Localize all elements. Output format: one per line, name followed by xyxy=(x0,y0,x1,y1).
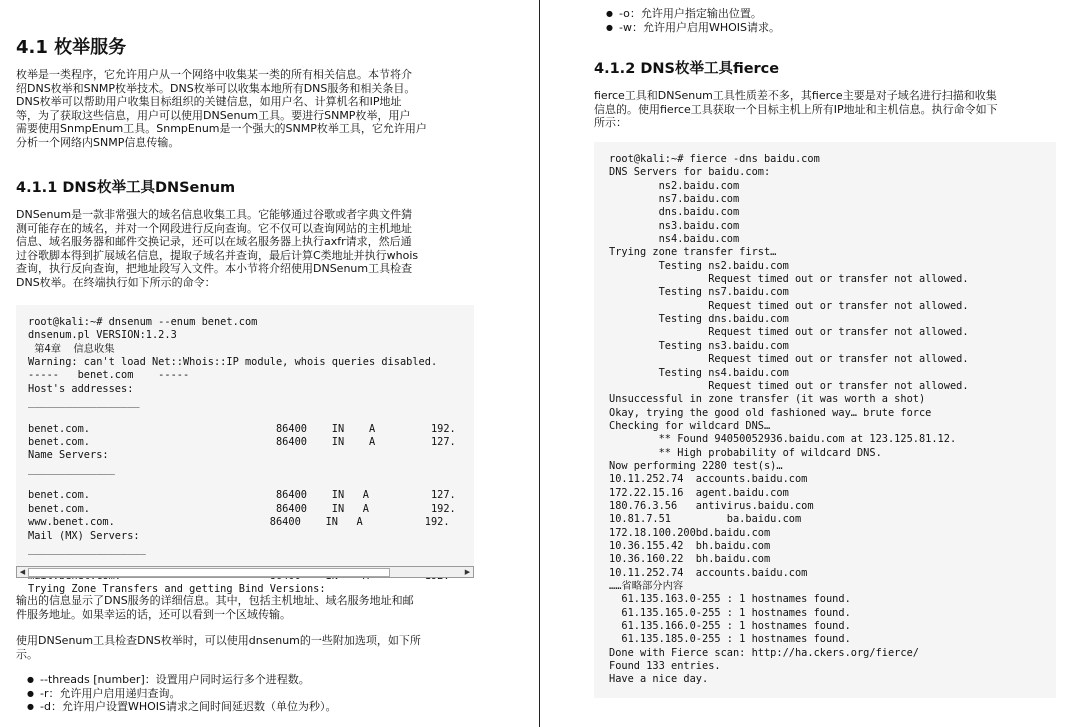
code-line: ns2.baidu.com xyxy=(609,179,740,192)
section-4-1-title: 4.1 枚举服务 xyxy=(16,37,127,58)
code-line: benet.com. 86400 IN A 127. xyxy=(28,436,456,449)
text-line: DNSenum是一款非常强大的域名信息收集工具。它能够通过谷歌或者字典文件猜 xyxy=(16,208,413,221)
code-line: 10.36.155.42 bh.baidu.com xyxy=(609,539,771,552)
code-line: ns3.baidu.com xyxy=(609,219,740,232)
text-line: 查询，执行反向查询，把地址段写入文件。本小节将介绍使用DNSenum工具检查 xyxy=(16,262,413,275)
code-line: Testing dns.baidu.com xyxy=(609,313,789,326)
right-page xyxy=(541,0,1080,727)
code-line: ** Found 94050052936.baidu.com at 123.125.81.12. xyxy=(609,433,957,446)
text-line: 分析一个网络内SNMP信息传输。 xyxy=(16,135,180,149)
list-item: ● -r：允许用户启用递归查询。 xyxy=(26,687,336,701)
fierce-code-block[interactable] xyxy=(594,142,1056,698)
code-line: root@kali:~# dnsenum --enum benet.com xyxy=(28,316,258,328)
code-line: 10.11.252.74 accounts.baidu.com xyxy=(609,566,808,579)
list-item: ● --threads [number]：设置用户同时运行多个进程数。 xyxy=(26,673,336,687)
code-line: Found 133 entries. xyxy=(609,660,721,673)
text-line: 所示： xyxy=(594,116,627,129)
output-paragraph xyxy=(16,594,521,621)
intro-paragraph xyxy=(16,68,521,149)
code-line: __________________ xyxy=(28,396,140,409)
code-line: ……省略部分内容 xyxy=(609,580,684,592)
code-line: Request timed out or transfer not allowed. xyxy=(609,273,969,286)
list-item: ● -w：允许用户启用WHOIS请求。 xyxy=(605,21,780,35)
code-line: 172.18.100.200bd.baidu.com xyxy=(609,526,771,539)
code-line: Name Servers: xyxy=(28,449,109,462)
code-line: Trying Zone Transfers and getting Bind Versions: xyxy=(28,582,326,595)
list-item: ● -d：允许用户设置WHOIS请求之间时间延迟数（单位为秒）。 xyxy=(26,700,336,714)
code-line: ----- benet.com ----- xyxy=(28,369,190,382)
dnsenum-options-list xyxy=(26,673,336,714)
code-line: Have a nice day. xyxy=(609,673,709,686)
left-page xyxy=(0,0,538,727)
dnsenum-paragraph xyxy=(16,208,521,289)
code-line: benet.com. 86400 IN A 192. xyxy=(28,422,456,435)
dnsenum-code-text xyxy=(16,305,474,596)
code-line: Testing ns7.baidu.com xyxy=(609,286,789,299)
code-line: Testing ns4.baidu.com xyxy=(609,366,789,379)
fierce-paragraph xyxy=(594,89,1074,130)
section-4-1-2-title: 4.1.2 DNS枚举工具fierce xyxy=(594,61,780,77)
text-line: 示。 xyxy=(16,647,38,661)
code-line: 10.36.160.22 bh.baidu.com xyxy=(609,553,771,566)
code-line: dnsenum.pl VERSION:1.2.3 xyxy=(28,329,177,342)
scroll-left-arrow-icon[interactable]: ◀ xyxy=(19,568,26,576)
code-line: Testing ns2.baidu.com xyxy=(609,259,789,272)
code-line: dns.baidu.com xyxy=(609,206,740,219)
code-line: ns4.baidu.com xyxy=(609,233,740,246)
scrollbar-thumb[interactable] xyxy=(28,568,390,577)
code-line: Testing ns3.baidu.com xyxy=(609,339,789,352)
page-divider xyxy=(539,0,540,727)
text-line: 件服务地址。如果幸运的话，还可以看到一个区域传输。 xyxy=(16,607,291,621)
section-4-1-1-title: 4.1.1 DNS枚举工具DNSenum xyxy=(16,180,236,196)
dnsenum-code-block[interactable] xyxy=(16,305,474,595)
code-line: Unsuccessful in zone transfer (it was worth a shot) xyxy=(609,393,926,406)
code-line: 61.135.166.0-255 : 1 hostnames found. xyxy=(609,620,851,633)
text-line: 测可能存在的域名，并对一个网段进行反向查询。它不仅可以查询网站的主机地址 xyxy=(16,221,412,235)
code-line: Checking for wildcard DNS… xyxy=(609,419,771,432)
code-line: 10.81.7.51 ba.baidu.com xyxy=(609,513,802,526)
fierce-code-text xyxy=(594,142,1056,687)
code-line: ______________ xyxy=(28,462,115,475)
code-line: Warning: can't load Net::Whois::IP module, whois queries disabled. xyxy=(28,356,438,369)
code-horizontal-scrollbar[interactable] xyxy=(16,566,474,578)
code-line: 10.11.252.74 accounts.baidu.com xyxy=(609,473,808,486)
text-line: 过谷歌脚本得到扩展域名信息，提取子域名并查询，最后计算C类地址并执行whois xyxy=(16,248,419,262)
code-line: benet.com. 86400 IN A 127. xyxy=(28,489,456,502)
text-line: 信息的。使用fierce工具获取一个目标主机上所有IP地址和主机信息。执行命令如下 xyxy=(594,102,998,116)
code-line: ns7.baidu.com xyxy=(609,193,740,206)
code-line: Mail (MX) Servers: xyxy=(28,529,140,542)
text-line: 枚举是一类程序，它允许用户从一个网络中收集某一类的所有相关信息。本节将介 xyxy=(16,68,412,81)
code-line: 61.135.185.0-255 : 1 hostnames found. xyxy=(609,633,851,646)
text-line: DNS枚举。在终端执行如下所示的命令： xyxy=(16,275,216,289)
code-line: Trying zone transfer first… xyxy=(609,246,777,259)
code-line: 61.135.163.0-255 : 1 hostnames found. xyxy=(609,593,851,606)
code-line: 172.22.15.16 agent.baidu.com xyxy=(609,486,789,499)
text-line: fierce工具和DNSenum工具性质差不多，其fierce主要是对子域名进行扫描和收集 xyxy=(594,89,997,102)
text-line: 绍DNS枚举和SNMP枚举技术。DNS枚举可以收集本地所有DNS服务和相关条目。 xyxy=(16,81,416,95)
scroll-right-arrow-icon[interactable]: ▶ xyxy=(464,568,471,576)
code-line: DNS Servers for baidu.com: xyxy=(609,166,771,179)
code-line: 61.135.165.0-255 : 1 hostnames found. xyxy=(609,606,851,619)
text-line: 信息、域名服务器和邮件交换记录，还可以在域名服务器上执行axfr请求，然后通 xyxy=(16,235,412,248)
code-line: Request timed out or transfer not allowed. xyxy=(609,379,969,392)
text-line: 等，为了获取这些信息，用户可以使用DNSenum工具。要进行SNMP枚举，用户 xyxy=(16,108,411,122)
code-line: Request timed out or transfer not allowed. xyxy=(609,299,969,312)
code-line: Now performing 2280 test(s)… xyxy=(609,459,783,472)
code-line: root@kali:~# fierce -dns baidu.com xyxy=(609,153,820,165)
code-line: benet.com. 86400 IN A 192. xyxy=(28,502,456,515)
code-line: Request timed out or transfer not allowed. xyxy=(609,326,969,339)
code-line: 第4章 信息收集 xyxy=(28,342,115,355)
code-line: 180.76.3.56 antivirus.baidu.com xyxy=(609,499,814,512)
code-line: Okay, trying the good old fashioned way… brute force xyxy=(609,406,932,419)
dnsenum-options-continued-list xyxy=(605,7,780,34)
options-paragraph xyxy=(16,634,521,661)
code-line: www.benet.com. 86400 IN A 192. xyxy=(28,516,450,529)
text-line: 输出的信息显示了DNS服务的详细信息。其中，包括主机地址、域名服务地址和邮 xyxy=(16,594,414,607)
code-line: ___________________ xyxy=(28,542,146,555)
text-line: 需要使用SnmpEnum工具。SnmpEnum是一个强大的SNMP枚举工具，它允许用户 xyxy=(16,122,427,135)
code-line: ** High probability of wildcard DNS. xyxy=(609,446,882,459)
text-line: 使用DNSenum工具检查DNS枚举时，可以使用dnsenum的一些附加选项，如下所 xyxy=(16,634,421,647)
code-line: Request timed out or transfer not allowed. xyxy=(609,353,969,366)
text-line: DNS枚举可以帮助用户收集目标组织的关键信息，如用户名、计算机名和IP地址 xyxy=(16,95,402,108)
list-item: ● -o：允许用户指定输出位置。 xyxy=(605,7,780,21)
code-line: Host's addresses: xyxy=(28,382,134,395)
code-line: Done with Fierce scan: http://ha.ckers.org/fierce/ xyxy=(609,646,919,659)
